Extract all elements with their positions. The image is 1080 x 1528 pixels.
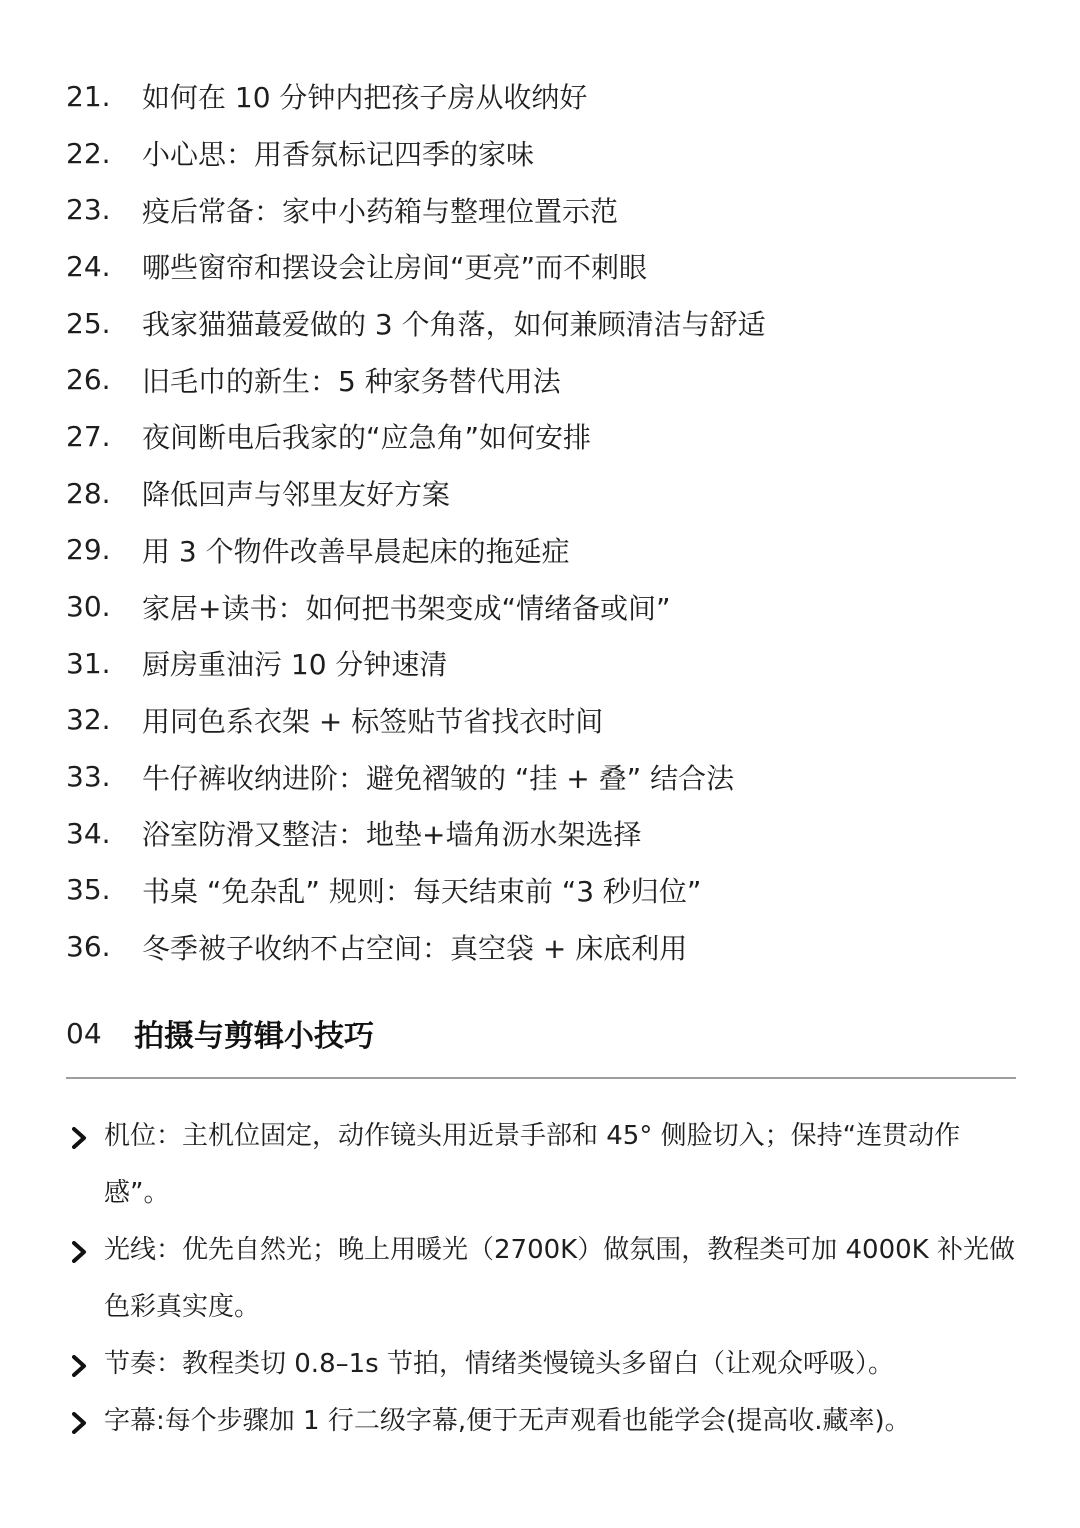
item-text: 夜间断电后我家的“应急角”如何安排 [142,421,592,455]
tip-text: 机位：主机位固定，动作镜头用近景手部和 45° 侧脸切入；保持“连贯动作感”。 [104,1121,961,1208]
tip-text: 光线：优先自然光；晚上用暖光（2700K）做氛围，教程类可加 4000K 补光做色彩真实度。 [104,1235,1015,1322]
tip-item [66,1222,1016,1336]
tip-text: 节奏：教程类切 0.8–1s 节拍，情绪类慢镜头多留白（让观众呼吸）。 [104,1349,894,1379]
item-text: 旧毛巾的新生：5 种家务替代用法 [142,364,561,398]
item-number: 25. [66,306,111,340]
chevron-right-icon [68,1412,90,1434]
chevron-right-icon [68,1355,90,1377]
tip-item [66,1393,1016,1450]
item-number: 23. [66,193,111,227]
item-number: 28. [66,476,111,510]
item-text: 冬季被子收纳不占空间：真空袋 + 床底利用 [142,931,688,965]
list-item [66,68,1026,125]
item-text: 疫后常备：家中小药箱与整理位置示范 [142,194,619,228]
list-item [66,748,1026,805]
item-number: 29. [66,533,111,567]
tip-text: 字幕:每个步骤加 1 行二级字幕,便于无声观看也能学会(提高收.藏率)。 [104,1406,911,1436]
list-item [66,125,1026,182]
item-text: 哪些窗帘和摆设会让房间“更亮”而不刺眼 [142,251,648,285]
tips-list [66,1108,1016,1450]
list-item [66,862,1026,919]
list-item [66,635,1026,692]
tip-item [66,1336,1016,1393]
item-number: 31. [66,646,111,680]
list-item [66,918,1026,975]
item-text: 如何在 10 分钟内把孩子房从收纳好 [142,81,588,115]
list-item [66,351,1026,408]
list-item [66,805,1026,862]
item-text: 降低回声与邻里友好方案 [142,478,451,512]
item-text: 浴室防滑又整洁：地垫+墙角沥水架选择 [142,818,642,852]
list-item [66,238,1026,295]
item-text: 用 3 个物件改善早晨起床的拖延症 [142,534,570,568]
list-item [66,295,1026,352]
item-number: 33. [66,760,111,794]
section-title: 拍摄与剪辑小技巧 [134,1019,374,1054]
item-number: 26. [66,363,111,397]
item-number: 35. [66,873,111,907]
item-text: 用同色系衣架 + 标签贴节省找衣时间 [142,704,604,738]
tip-item [66,1108,1016,1222]
section-header [66,1008,1016,1058]
item-number: 36. [66,930,111,964]
item-number: 34. [66,816,111,850]
item-number: 21. [66,79,111,113]
item-text: 家居+读书：如何把书架变成“情绪备或间” [142,591,671,625]
item-text: 牛仔裤收纳进阶：避免褶皱的 “挂 + 叠” 结合法 [142,761,735,795]
list-item [66,181,1026,238]
chevron-right-icon [68,1241,90,1263]
section-divider [66,1077,1016,1079]
section-number: 04 [66,1016,102,1050]
item-text: 我家猫猫蕞爱做的 3 个角落，如何兼顾清洁与舒适 [142,308,766,342]
item-number: 32. [66,703,111,737]
chevron-right-icon [68,1127,90,1149]
item-text: 小心思：用香氛标记四季的家味 [142,138,535,172]
item-number: 24. [66,249,111,283]
list-item [66,692,1026,749]
list-item [66,465,1026,522]
item-number: 27. [66,419,111,453]
list-item [66,522,1026,579]
list-item [66,578,1026,635]
list-item [66,408,1026,465]
item-number: 22. [66,136,111,170]
item-number: 30. [66,590,111,624]
item-text: 书桌 “免杂乱” 规则：每天结束前 “3 秒归位” [142,874,702,908]
item-text: 厨房重油污 10 分钟速清 [142,648,448,682]
topic-list [66,68,1026,975]
